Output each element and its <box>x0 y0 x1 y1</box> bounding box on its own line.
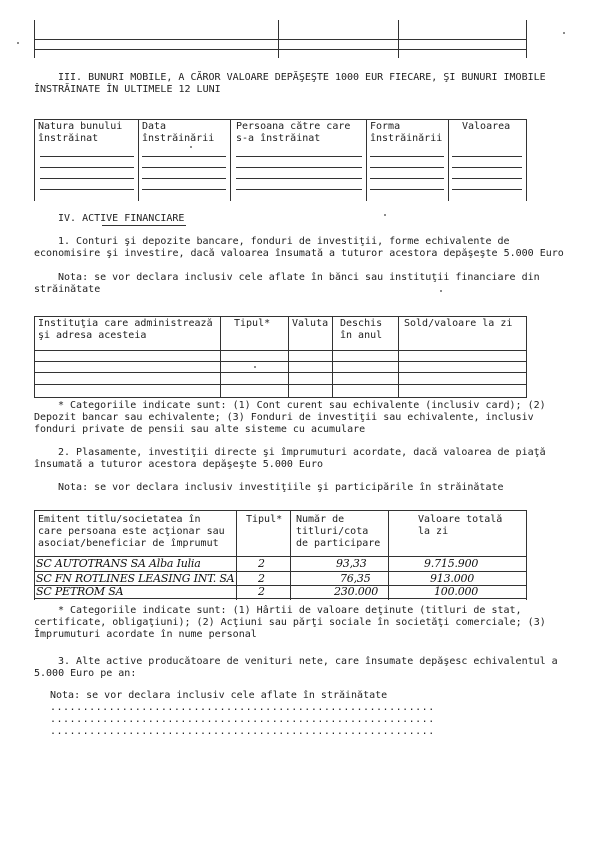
col-institutia: Instituţia care administrează <box>38 318 213 329</box>
col-sold: Sold/valoare la zi <box>404 318 513 329</box>
col-valuta: Valuta <box>292 318 329 329</box>
valoare-totala-cell: 9.715.900 <box>424 557 479 570</box>
numar-titluri-cell: 93,33 <box>336 557 367 570</box>
col-natura-bunului-cont: înstrăinat <box>38 133 99 144</box>
emitent-cell: SC AUTOTRANS SA Alba Iulia <box>36 557 201 570</box>
col-emitent: Emitent titlu/societatea în <box>38 514 201 525</box>
subsection-3-title: 3. Alte active producătoare de venituri nete, care însumate depăşesc echivalentul a <box>58 656 558 667</box>
subsection-1-title-cont: economisire şi investire, dacă valoarea însumată a tuturor acestora depăşeşte 5.000 Euro <box>34 248 564 259</box>
col-numar-titluri-cont2: de participare <box>296 538 381 549</box>
categories-1-line1: * Categoriile indicate sunt: (1) Cont curent sau echivalente (inclusiv card); (2) <box>58 400 546 411</box>
col-persoana-cont: s-a înstrăinat <box>236 133 321 144</box>
col-data-instrainarii: Data <box>142 121 167 132</box>
tipul-cell: 2 <box>258 572 265 585</box>
col-institutia-cont: şi adresa acesteia <box>38 330 147 341</box>
col-data-instrainarii-cont: înstrăinării <box>142 133 215 144</box>
col-numar-titluri-cont: titluri/cota <box>296 526 369 537</box>
col-emitent-cont: care persoana este acţionar sau <box>38 526 225 537</box>
subsection-2-title-cont: însumată a tuturor acestora depăşeşte 5.000 Euro <box>34 459 323 470</box>
subsection-3-title-cont: 5.000 Euro pe an: <box>34 668 137 679</box>
subsection-2-note: Nota: se vor declara inclusiv investiţiile şi participările în străinătate <box>58 482 504 493</box>
section-iii-title-cont: ÎNSTRĂINATE ÎN ULTIMELE 12 LUNI <box>34 84 221 95</box>
col-deschis: Deschis <box>340 318 383 329</box>
emitent-cell: SC FN ROTLINES LEASING INT. SA <box>36 572 235 585</box>
subsection-3-note: Nota: se vor declara inclusiv cele aflate în străinătate <box>50 690 388 701</box>
numar-titluri-cell: 76,35 <box>340 572 371 585</box>
blank-line: ........................................................... <box>50 702 435 713</box>
col-emitent-cont2: asociat/beneficiar de împrumut <box>38 538 219 549</box>
col-valoarea: Valoarea <box>462 121 511 132</box>
col-deschis-cont: în anul <box>340 330 383 341</box>
col-numar-titluri: Număr de <box>296 514 345 525</box>
col-valoare-totala-cont: la zi <box>418 526 449 537</box>
section-iv-title: IV. ACTIVE FINANCIARE <box>58 213 185 224</box>
col-natura-bunului: Natura bunului <box>38 121 123 132</box>
blank-line: ........................................................... <box>50 714 435 725</box>
col-persoana: Persoana către care <box>236 121 351 132</box>
tipul-cell: 2 <box>258 557 265 570</box>
subsection-2-title: 2. Plasamente, investiţii directe şi împrumuturi acordate, dacă valoarea de piaţă <box>58 447 546 458</box>
subsection-1-note-cont: străinătate <box>34 284 101 295</box>
col-valoare-totala: Valoare totală <box>418 514 503 525</box>
col-forma-instrainarii: Forma <box>370 121 401 132</box>
valoare-totala-cell: 913.000 <box>430 572 475 585</box>
categories-2-line2: certificate, obligaţiuni); (2) Acţiuni sau părţi sociale în societăţi comerciale; (3) <box>34 617 546 628</box>
col-tipul-2: Tipul* <box>246 514 283 525</box>
categories-2-line1: * Categoriile indicate sunt: (1) Hârtii de valoare deţinute (titluri de stat, <box>58 605 522 616</box>
col-forma-instrainarii-cont: înstrăinării <box>370 133 443 144</box>
section-iii-title: III. BUNURI MOBILE, A CĂROR VALOARE DEPĂŞEŞTE 1000 EUR FIECARE, ŞI BUNURI IMOBILE <box>58 72 546 83</box>
subsection-1-title: 1. Conturi şi depozite bancare, fonduri de investiţii, forme echivalente de <box>58 236 510 247</box>
valoare-totala-cell: 100.000 <box>434 585 479 598</box>
emitent-cell: SC PETROM SA <box>36 585 124 598</box>
col-tipul: Tipul* <box>234 318 271 329</box>
blank-line: ........................................................... <box>50 726 435 737</box>
categories-1-line3: fonduri private de pensii sau alte sisteme cu acumulare <box>34 424 366 435</box>
numar-titluri-cell: 230.000 <box>334 585 379 598</box>
categories-2-line3: Împrumuturi acordate în nume personal <box>34 629 257 640</box>
subsection-1-note: Nota: se vor declara inclusiv cele aflate în bănci sau instituţii financiare din <box>58 272 540 283</box>
categories-1-line2: Depozit bancar sau echivalente; (3) Fonduri de investiţii sau echivalente, inclusiv <box>34 412 534 423</box>
tipul-cell: 2 <box>258 585 265 598</box>
